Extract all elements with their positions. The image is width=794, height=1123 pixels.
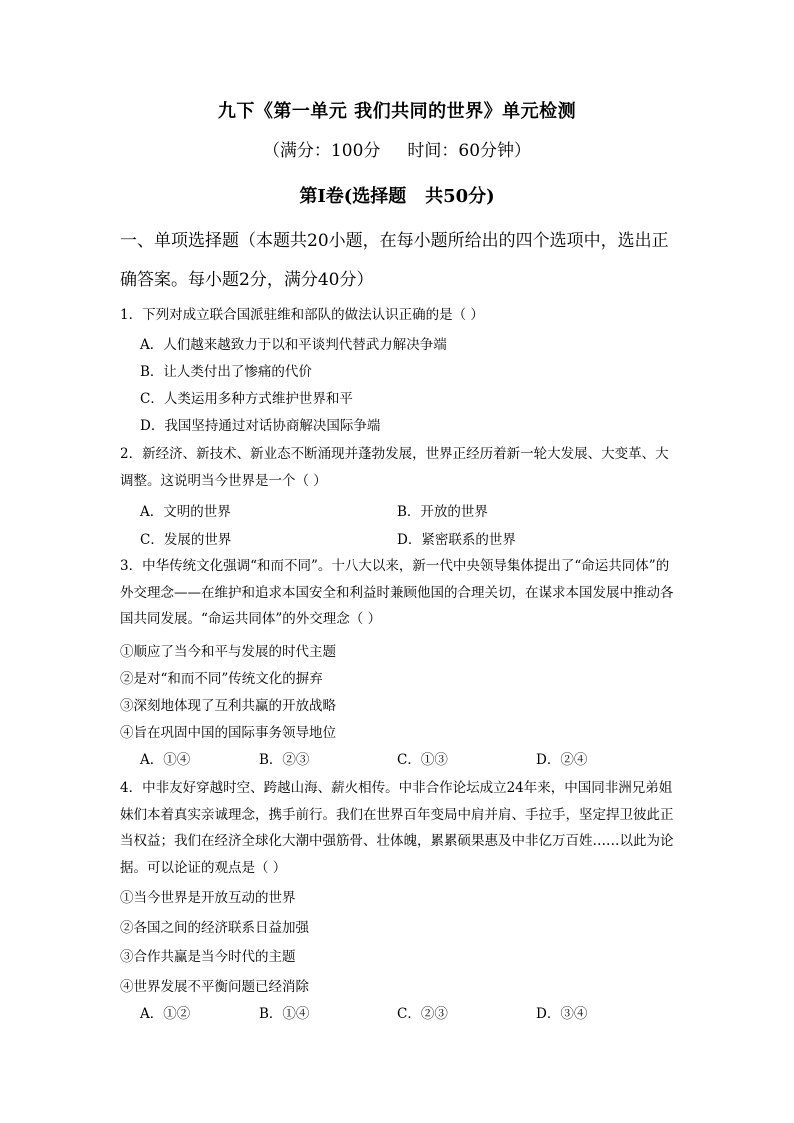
question-3-stem: 3．中华传统文化强调“和而不同”。十八大以来，新一代中央领导集体提出了“命运共同体”的外交理念——在维护和追求本国安全和利益时兼顾他国的合理关切，在谋求本国发展中推动各国共同发展。“命运共同体”的外交理念（ ） bbox=[120, 558, 674, 627]
question-3-statement-3: ③深刻地体现了互利共赢的开放战略 bbox=[120, 698, 336, 714]
question-4-statement-1: ①当今世界是开放互动的世界 bbox=[120, 890, 296, 906]
question-3-statement-4: ④旨在巩固中国的国际事务领导地位 bbox=[120, 725, 336, 741]
question-2-option-c: C．发展的世界 bbox=[140, 532, 232, 548]
question-4-stem: 4．中非友好穿越时空、跨越山海、薪火相传。中非合作论坛成立24年来，中国同非洲兄弟姐妹们本着真实亲诚理念，携手前行。我们在世界百年变局中肩并肩、手拉手，坚定捍卫彼此正当权益；我们在经济全球化大潮中强筋骨、壮体魄，累累硕果惠及中非亿万百姓……以此为论据。可以论证的观点是（ ） bbox=[120, 780, 674, 876]
question-1-option-b: B．让人类付出了惨痛的代价 bbox=[140, 364, 312, 380]
volume-heading: 第Ⅰ卷(选择题 共50分) bbox=[299, 186, 495, 207]
question-4-statement-4: ④世界发展不平衡问题已经消除 bbox=[120, 979, 309, 995]
question-2-stem: 2．新经济、新技术、新业态不断涌现并蓬勃发展，世界正经历着新一轮大发展、大变革、大调整。这说明当今世界是一个（ ） bbox=[120, 446, 669, 489]
question-2-option-a: A．文明的世界 bbox=[140, 504, 231, 520]
question-1-option-d: D．我国坚持通过对话协商解决国际争端 bbox=[140, 418, 381, 434]
exam-score-time: （满分：100分 时间：60分钟） bbox=[262, 141, 532, 161]
exam-title: 九下《第一单元 我们共同的世界》单元检测 bbox=[217, 101, 577, 122]
question-2-option-b: B．开放的世界 bbox=[397, 504, 488, 520]
question-4-option-c: C．②③ bbox=[397, 1006, 448, 1022]
question-4-option-d: D．③④ bbox=[536, 1006, 588, 1022]
section-instructions: 一、单项选择题（本题共20小题，在每小题所给出的四个选项中，选出正确答案。每小题2分，满分40分） bbox=[120, 231, 669, 290]
question-4-option-a: A．①② bbox=[140, 1006, 191, 1022]
question-3-option-a: A．①④ bbox=[140, 752, 191, 768]
question-3-option-c: C．①③ bbox=[397, 752, 448, 768]
question-1-stem: 1．下列对成立联合国派驻维和部队的做法认识正确的是（ ） bbox=[120, 307, 484, 323]
question-3-option-d: D．②④ bbox=[536, 752, 588, 768]
question-1-option-a: A．人们越来越致力于以和平谈判代替武力解决争端 bbox=[140, 337, 447, 353]
question-3-option-b: B．②③ bbox=[259, 752, 310, 768]
question-3-statement-1: ①顺应了当今和平与发展的时代主题 bbox=[120, 644, 336, 660]
question-4-option-b: B．①④ bbox=[259, 1006, 310, 1022]
question-3-statement-2: ②是对“和而不同”传统文化的摒弃 bbox=[120, 671, 323, 687]
question-1-option-c: C．人类运用多种方式维护世界和平 bbox=[140, 391, 353, 407]
question-2-option-d: D．紧密联系的世界 bbox=[397, 532, 516, 548]
question-4-statement-3: ③合作共赢是当今时代的主题 bbox=[120, 949, 296, 965]
question-4-statement-2: ②各国之间的经济联系日益加强 bbox=[120, 920, 309, 936]
